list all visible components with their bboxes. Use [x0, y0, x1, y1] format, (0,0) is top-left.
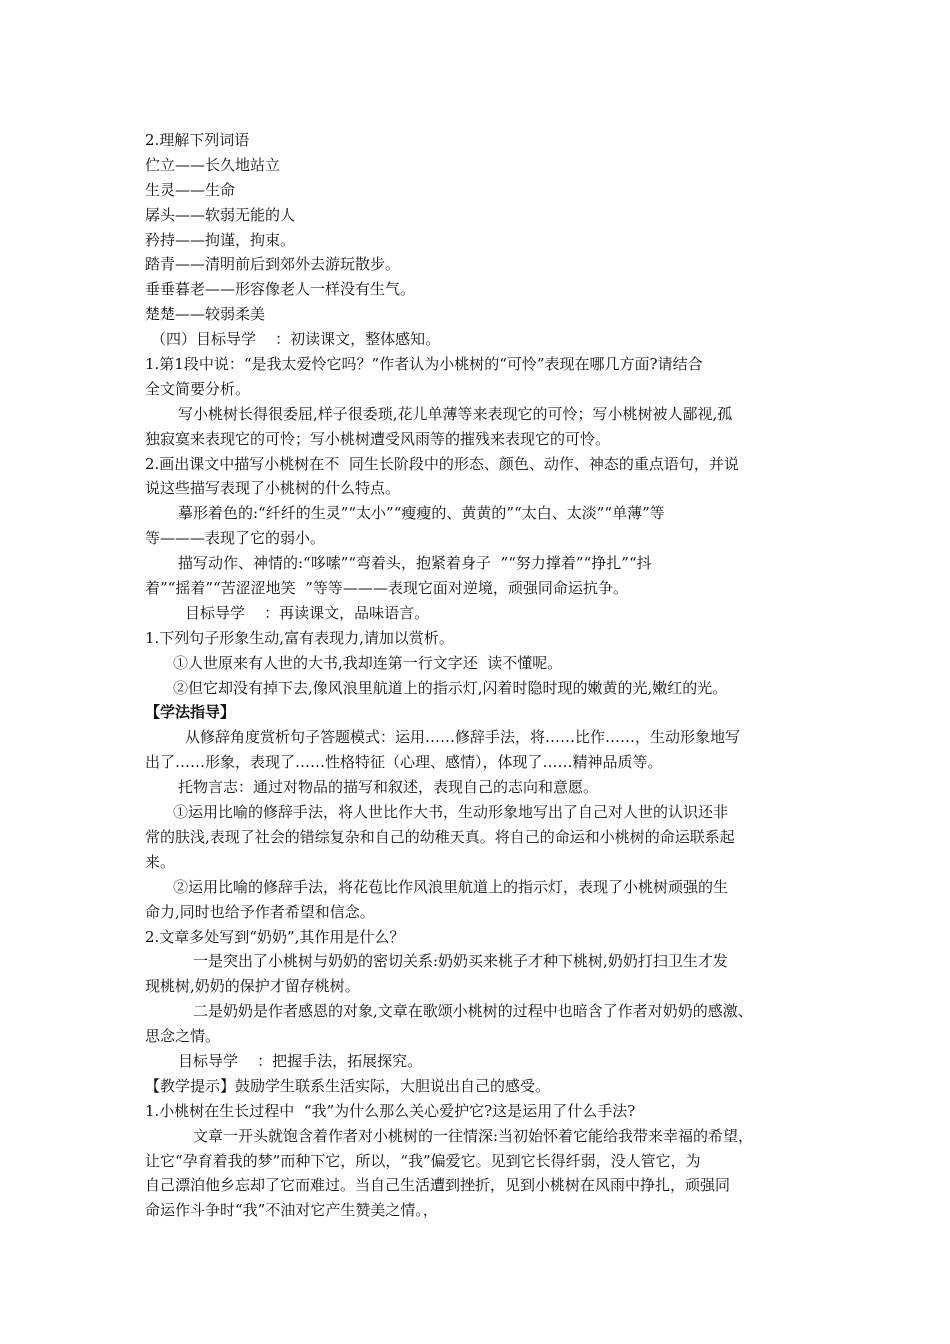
- answer-line: 一是突出了小桃树与奶奶的密切关系:奶奶买来桃子才种下桃树,奶奶打扫卫生才发: [193, 952, 728, 971]
- question-line: 1.下列句子形象生动,富有表现力,请加以赏析。: [145, 628, 454, 647]
- question-line: 1.第1段中说：“是我太爱怜它吗？”作者认为小桃树的“可怜”表现在哪几方面?请结合: [145, 355, 703, 374]
- text-line: 着”“摇着”“苦涩涩地笑 ”等等———表现它面对逆境，顽强同命运抗争。: [145, 579, 628, 598]
- text-line: 常的肤浅,表现了社会的错综复杂和自己的幼稚天真。将自己的命运和小桃树的命运联系起: [145, 827, 735, 846]
- text-line: 生灵——生命: [145, 180, 236, 199]
- answer-line: 二是奶奶是作者感恩的对象,文章在歌颂小桃树的过程中也暗含了作者对奶奶的感激、: [193, 1002, 753, 1021]
- document-body: [145, 128, 810, 1223]
- answer-line: 从修辞角度赏析句子答题模式：运用……修辞手法，将……比作……，生动形象地写: [185, 728, 741, 747]
- answer-line: ①运用比喻的修辞手法，将人世比作大书，生动形象地写出了自己对人世的认识还非: [173, 803, 729, 822]
- example-sentence: ①人世原来有人世的大书,我却连第一行文字还 读不懂呢。: [173, 653, 563, 672]
- text-line: 全文简要分析。: [145, 379, 251, 398]
- text-line: 命力,同时也给予作者希望和信念。: [145, 902, 375, 921]
- text-line: 伫立——长久地站立: [145, 155, 281, 174]
- teaching-tip: 【教学提示】鼓励学生联系生活实际，大胆说出自己的感受。: [145, 1076, 551, 1095]
- text-line: 命运作斗争时“我”不油对它产生赞美之情。，: [145, 1201, 438, 1220]
- text-line: 自己漂泊他乡忘却了它而难过。当自己生活遭到挫折，见到小桃树在风雨中挣扎，顽强同: [145, 1176, 731, 1195]
- answer-line: 写小桃树长得很委屈,样子很委琐,花儿单薄等来表现它的可怜；写小桃树被人鄙视,孤: [178, 404, 733, 423]
- text-line: 等———表现了它的弱小。: [145, 529, 326, 548]
- text-line: 矜持——拘谨，拘束。: [145, 230, 296, 249]
- answer-line: 描写动作、神情的:“哆嗦”“弯着头，抱紧着身子 ”“努力撑着”“挣扎”“抖: [178, 554, 652, 573]
- answer-line: 摹形着色的:“纤纤的生灵”“太小”“瘦瘦的、黄黄的”“太白、太淡”“单薄”等: [178, 504, 665, 523]
- text-line: 说这些描写表现了小桃树的什么特点。: [145, 479, 401, 498]
- answer-line: 托物言志：通过对物品的描写和叙述，表现自己的志向和意愿。: [178, 778, 599, 797]
- text-line: 2.理解下列词语: [145, 131, 250, 149]
- answer-line: ②运用比喻的修辞手法，将花苞比作风浪里航道上的指示灯，表现了小桃树顽强的生: [173, 877, 729, 896]
- text-line: 独寂寞来表现它的可怜；写小桃树遭受风雨等的摧残来表现它的可怜。: [145, 429, 611, 448]
- section-heading: 目标导学 ：把握手法，拓展探究。: [178, 1051, 423, 1070]
- text-line: 踏青——清明前后到郊外去游玩散步。: [145, 255, 401, 274]
- text-line: 楚楚——较弱柔美: [145, 305, 266, 324]
- text-line: 让它“孕育着我的梦”而种下它，所以，“我”偏爱它。见到它长得纤弱，没人管它，为: [145, 1151, 701, 1170]
- text-line: 出了……形象，表现了……性格特征（心理、感情），体现了……精神品质等。: [145, 753, 663, 772]
- question-line: 2.画出课文中描写小桃树在不 同生长阶段中的形态、颜色、动作、神态的重点语句，并说: [145, 454, 739, 473]
- text-line: 思念之情。: [145, 1027, 221, 1046]
- text-line: 现桃树,奶奶的保护才留存桃树。: [145, 977, 360, 996]
- question-line: 1.小桃树在生长过程中 “我”为什么那么关心爱护它?这是运用了什么手法?: [145, 1101, 636, 1120]
- question-line: 2.文章多处写到“奶奶”,其作用是什么？: [145, 927, 405, 946]
- text-line: 来。: [145, 852, 176, 871]
- section-heading: （四）目标导学 ：初读课文，整体感知。: [151, 330, 441, 349]
- text-line: 孱头——软弱无能的人: [145, 205, 296, 224]
- answer-line: 文章一开头就饱含着作者对小桃树的一往情深:当初始怀着它能给我带来幸福的希望，: [193, 1126, 754, 1145]
- section-heading: 目标导学 ：再读课文，品味语言。: [185, 603, 430, 622]
- method-guide-heading: 【学法指导】: [145, 703, 236, 722]
- text-line: 垂垂暮老——形容像老人一样没有生气。: [145, 280, 416, 299]
- example-sentence: ②但它却没有掉下去,像风浪里航道上的指示灯,闪着时隐时现的嫩黄的光,嫩红的光。: [173, 678, 728, 697]
